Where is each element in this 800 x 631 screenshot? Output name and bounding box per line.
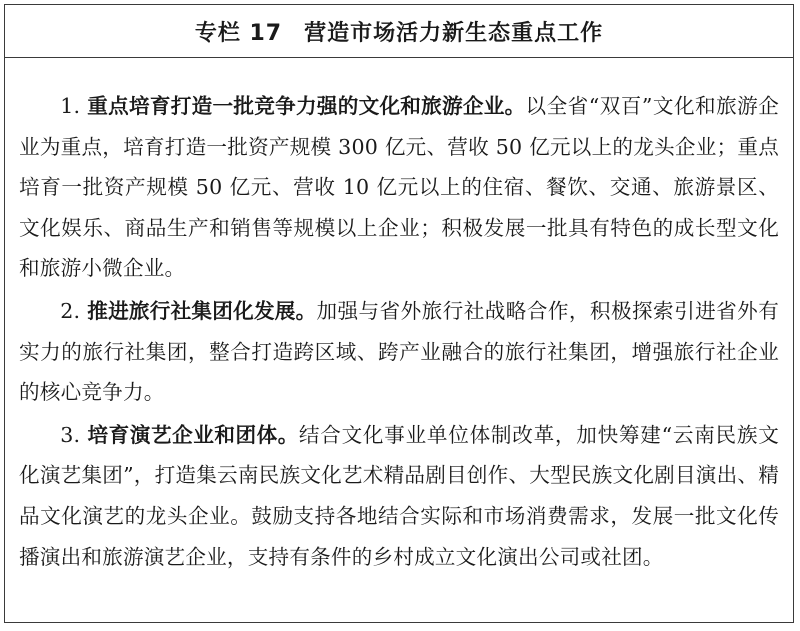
column-content bbox=[5, 58, 793, 577]
item-body: 结合文化事业单位体制改革，加快筹建“云南民族文化演艺集团”，打造集云南民族文化艺术精品剧目创作、大型民族文化剧目演出、精品文化演艺的龙头企业。鼓励支持各地结合实际和市场消费需求，发展一批文化传播演出和旅游演艺企业，支持有条件的乡村成立文化演出公司或社团。 bbox=[19, 422, 780, 569]
item-body: 以全省“双百”文化和旅游企业为重点，培育打造一批资产规模 300 亿元、营收 50 亿元以上的龙头企业；重点培育一批资产规模 50 亿元、营收 10 亿元以上的住宿、餐饮、交通、旅游景区、文化娱乐、商品生产和销售等规模以上企业；积极发展一批具有特色的成长型文化和旅游小微企业。 bbox=[19, 94, 780, 281]
item-number: 1. bbox=[60, 94, 81, 118]
item-number: 2. bbox=[60, 298, 81, 323]
column-title: 营造市场活力新生态重点工作 bbox=[304, 20, 604, 46]
item-heading: 培育演艺企业和团体。 bbox=[87, 422, 299, 447]
item-number: 3. bbox=[60, 422, 81, 447]
work-item-3 bbox=[19, 415, 779, 577]
item-heading: 推进旅行社集团化发展。 bbox=[87, 298, 317, 323]
column-box bbox=[4, 4, 794, 623]
item-heading: 重点培育打造一批竞争力强的文化和旅游企业。 bbox=[87, 94, 526, 118]
work-item-1 bbox=[19, 86, 779, 289]
item-body: 加强与省外旅行社战略合作，积极探索引进省外有实力的旅行社集团，整合打造跨区域、跨产业融合的旅行社集团，增强旅行社企业的核心竞争力。 bbox=[19, 298, 780, 405]
column-header bbox=[5, 5, 793, 58]
work-item-2 bbox=[19, 291, 779, 413]
column-number: 专栏 17 bbox=[194, 20, 283, 46]
